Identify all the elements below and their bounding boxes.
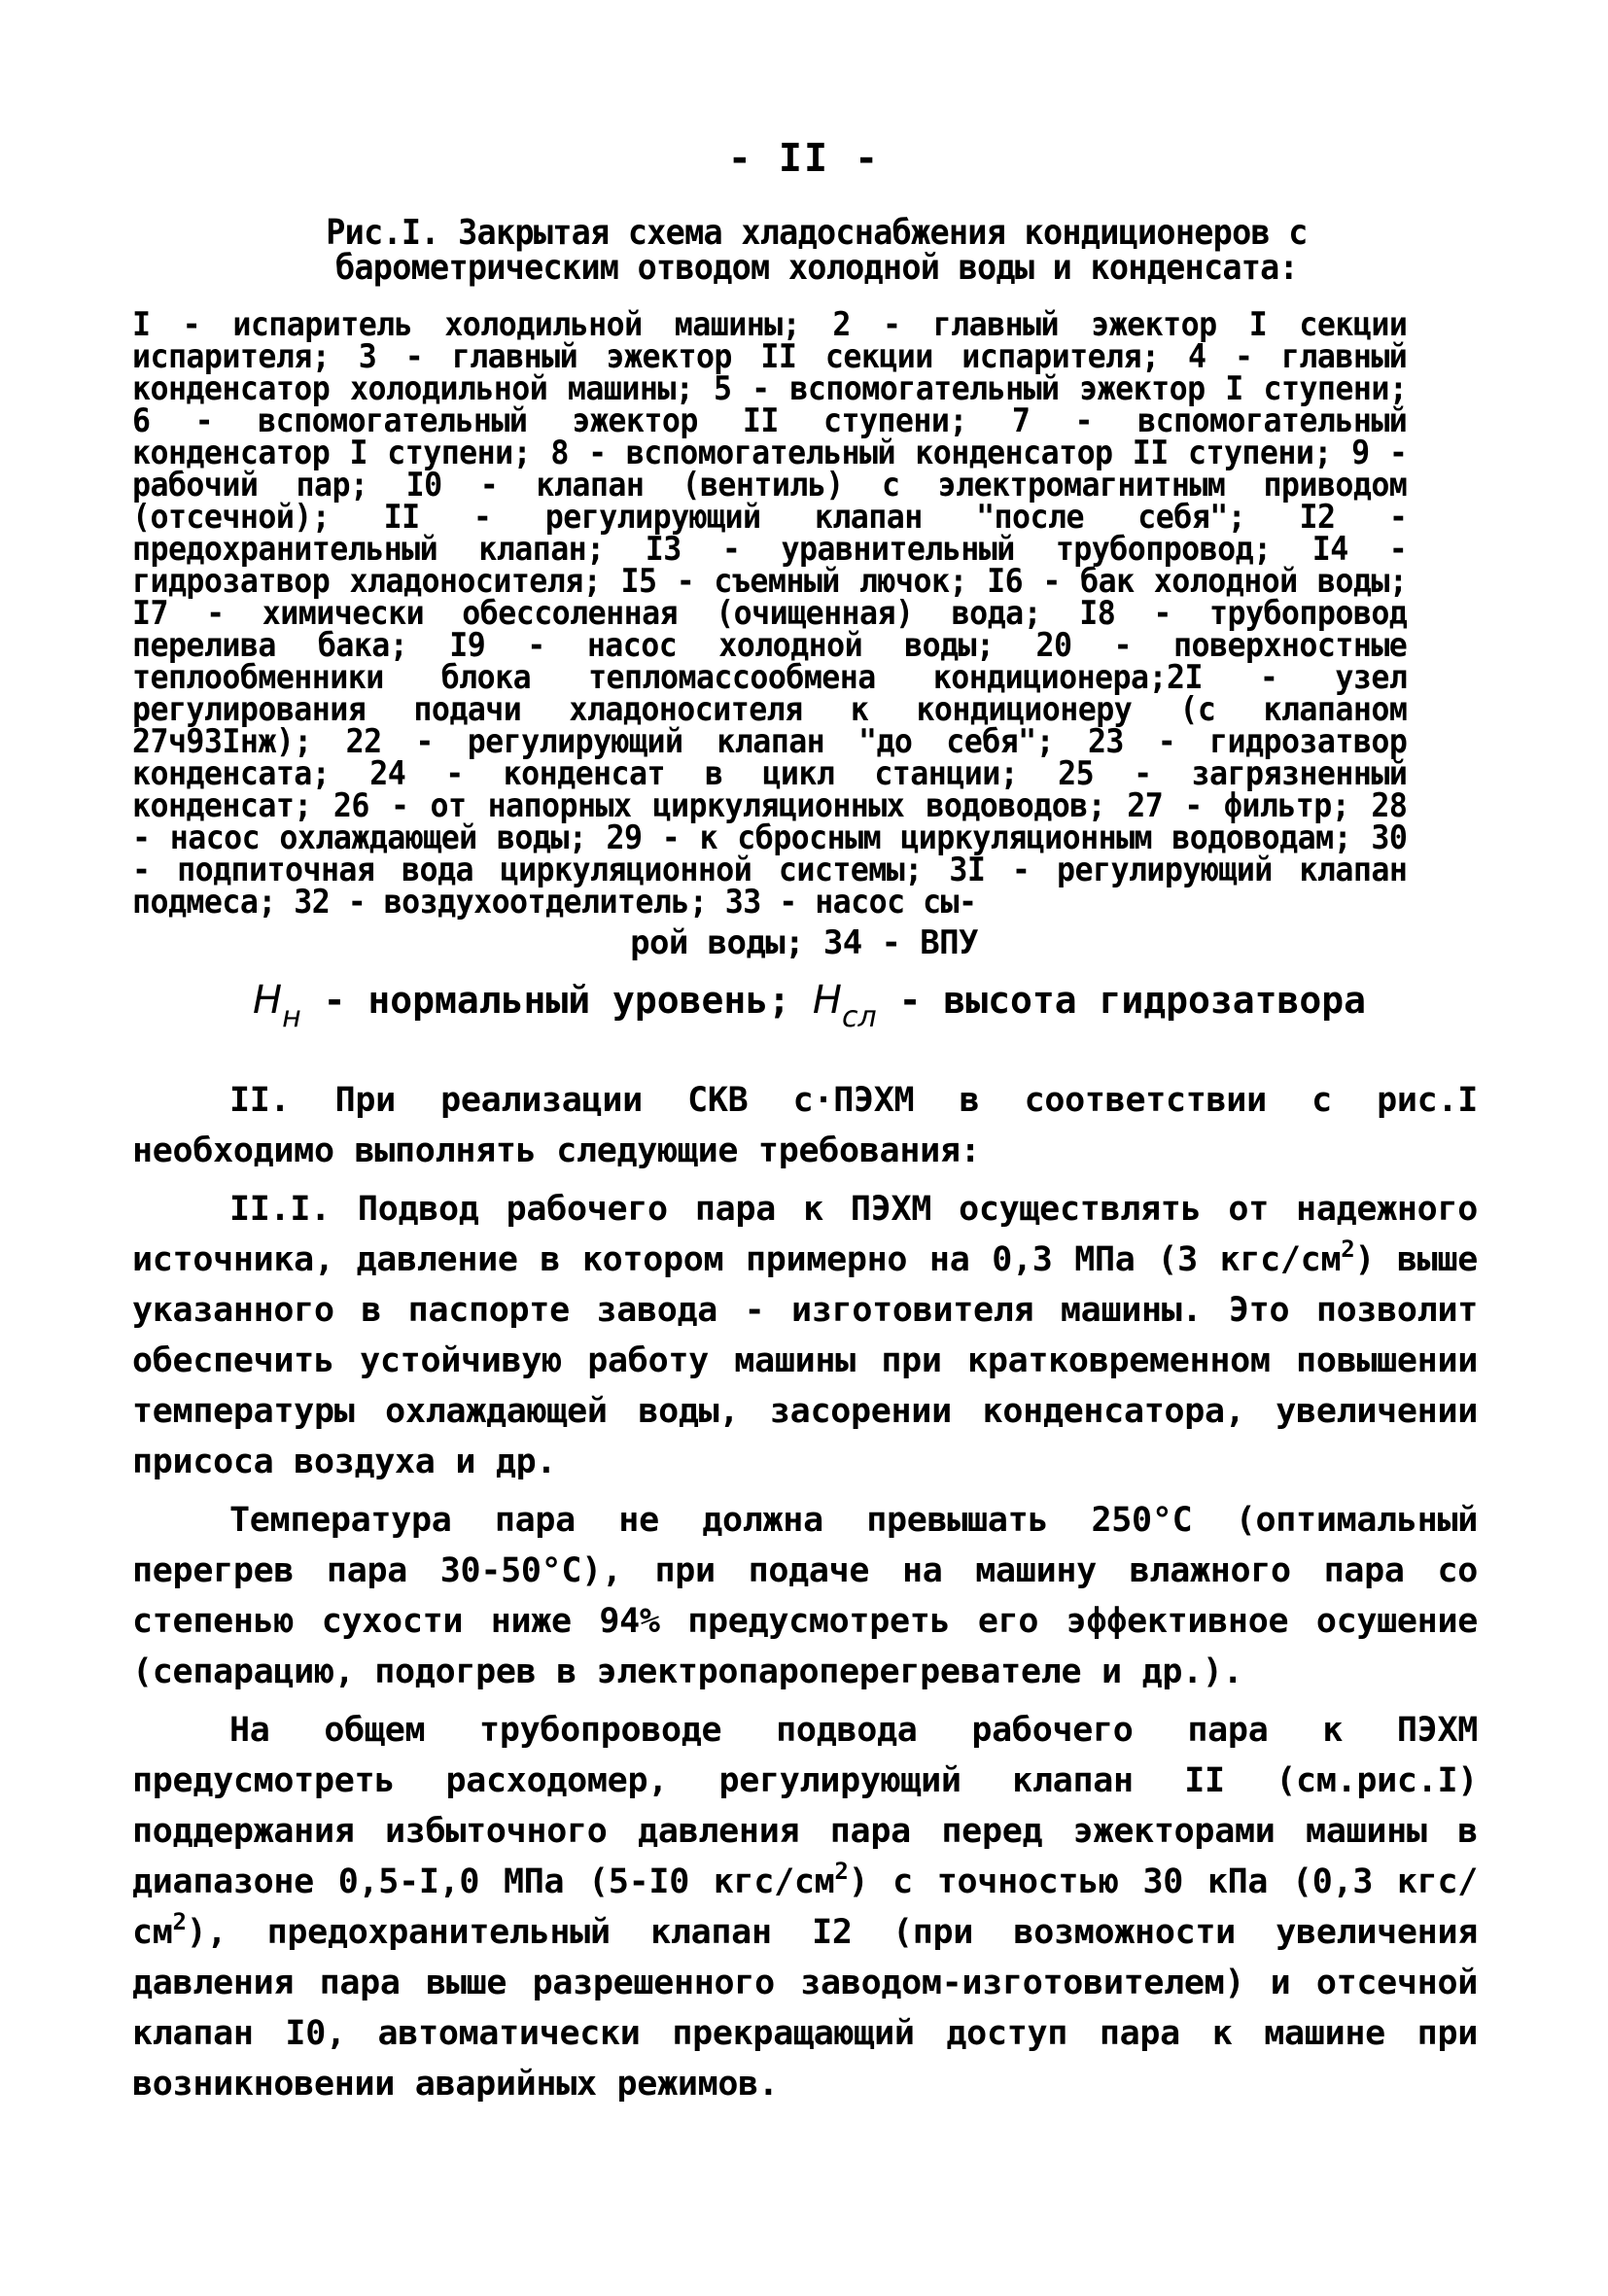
symbol-h-normal-text: - нормальный уровень; [323,979,791,1022]
symbol-definitions [253,976,1366,1042]
figure-legend: I - испаритель холодильной машины; 2 - главный эжектор I секции испарителя; 3 - главный эжектор II секции испарителя; 4 - главный конденсатор холодильной машины; 5 - вспомогательный эжектор I ступени; 6 - вспомогательный эжектор II ступени; 7 - вспомогательный конденсатор I ступени; 8 - вспомогательный конденсатор II ступени; 9 - рабочий пар; I0 - клапан (вентиль) с электромагнитным приводом (отсечной); II - регулирующий клапан "после себя"; I2 - предохранительный клапан; I3 - уравнительный трубопровод; I4 - гидрозатвор хладоносителя; I5 - съемный лючок; I6 - бак холодной воды; I7 - химически обессоленная (очищенная) вода; I8 - трубопровод перелива бака; I9 - насос холодной воды; 20 - поверхностные теплообменники блока тепломассообмена кондиционера;2I - узел регулирования подачи хладоносителя к кондиционеру (с клапаном 27ч93Iнж); 22 - регулирующий клапан "до себя"; 23 - гидрозатвор конденсата; 24 - конденсат в цикл станции; 25 - загрязненный конденсат; 26 - от напорных циркуляционных водоводов; 27 - фильтр; 28 - насос охлаждающей воды; 29 - к сбросным циркуляционным водоводам; 30 - подпиточная вода циркуляционной системы; 3I - регулирующий клапан подмеса; 32 - воздухоотделитель; 33 - насос сы- [132,305,1408,922]
paragraph-steam-temperature: Температура пара не должна превышать 250°С (оптимальный перегрев пара 30-50°С), при подаче на машину влажного пара со степенью сухости ниже 94% предусмотреть его эффективное осушение (сепарацию, подогрев в электропароперегревателе и др.). [132,1501,1478,1691]
symbol-h-seal-text: - высота гидрозатвора [898,979,1366,1022]
paragraph-requirements-intro: II. При реализации СКВ с·ПЭХМ в соответствии с рис.I необходимо выполнять следующие требования: [132,1081,1478,1170]
page-number: - II - [727,136,881,181]
paragraph-steam-pipeline: На общем трубопроводе подвода рабочего пара к ПЭХМ предусмотреть расходомер, регулирующий клапан II (см.рис.I) поддержания избыточного давления пара перед эжекторами машины в диапазоне 0,5-I,0 МПа (5-I0 кгс/$см^2$) с точностью 30 кПа (0,3 кгс/$см^2$), предохранительный клапан I2 (при возможности увеличения давления пара выше разрешенного заводом-изготовителем) и отсечной клапан I0, автоматически прекращающий доступ пара к машине при возникновении аварийных режимов. [132,1711,1478,2104]
paragraph-steam-supply: II.I. Подвод рабочего пара к ПЭХМ осуществлять от надежного источника, давление в котором примерно на 0,3 МПа (3 кгс/$см^2$) выше указанного в паспорте завода - изготовителя машины. Это позволит обеспечить устойчивую работу машины при кратковременном повышении температуры охлаждающей воды, засорении конденсатора, увеличении присоса воздуха и др. [132,1190,1478,1481]
body-text [132,1075,1478,2109]
symbol-h-seal: $H_{сл}$ [812,978,877,1034]
figure-legend-last-line: рой воды; 34 - ВПУ [630,923,978,962]
symbol-h-normal: $H_н$ [253,978,301,1034]
figure-caption: Рис.I. Закрытая схема хладоснабжения кондиционеров с барометрическим отводом холодной воды и конденсата: [326,213,1308,288]
